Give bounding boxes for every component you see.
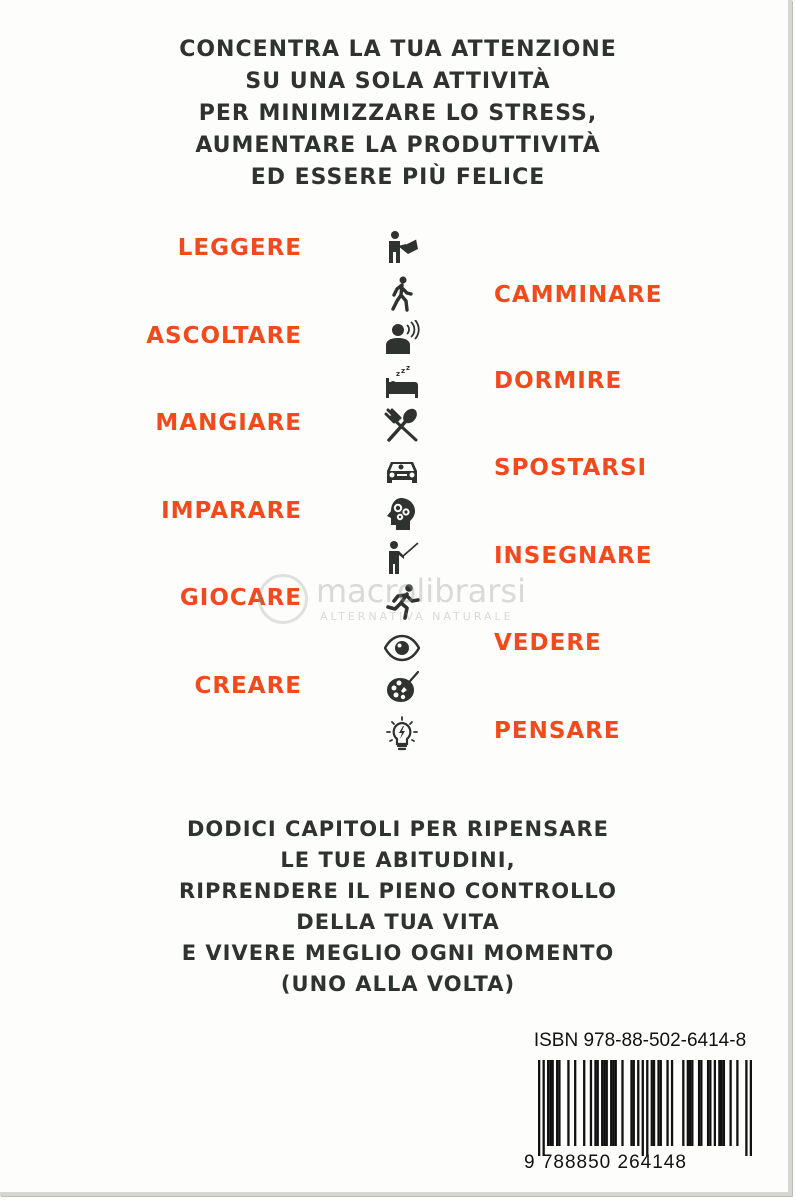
barcode-bar — [687, 1060, 689, 1146]
activity-label-imparare: IMPARARE — [161, 498, 302, 524]
svg-text:z: z — [406, 364, 411, 372]
car-icon — [384, 452, 420, 488]
isbn-label: ISBN 978-88-502-6414-8 — [533, 1030, 747, 1051]
barcode-bar — [660, 1060, 662, 1146]
activity-label-creare: CREARE — [194, 673, 302, 699]
barcode-bar — [633, 1060, 635, 1146]
barcode-number: 9 788850 264148 — [524, 1152, 687, 1173]
barcode-bar — [594, 1060, 596, 1146]
barcode-bar — [556, 1060, 558, 1146]
barcode-bar — [601, 1060, 603, 1146]
barcode-bar — [720, 1060, 722, 1146]
palette-brush-icon — [384, 670, 420, 706]
barcode-bar — [709, 1060, 711, 1146]
barcode-bar — [698, 1060, 700, 1146]
barcode-bar — [642, 1060, 644, 1156]
barcode-bar — [671, 1060, 673, 1146]
barcode-bar — [610, 1060, 612, 1146]
outro-text — [0, 814, 796, 1000]
barcode-bar — [574, 1060, 576, 1146]
svg-text:z: z — [401, 367, 406, 375]
activity-label-giocare: GIOCARE — [179, 585, 302, 611]
lightbulb-icon — [384, 716, 420, 752]
isbn-block — [524, 1030, 756, 1173]
barcode-bar — [718, 1060, 720, 1146]
barcode-bar — [552, 1060, 554, 1146]
watermark-tagline: ALTERNATIVA NATURALE — [320, 610, 514, 623]
spoon-fork-icon — [384, 408, 420, 444]
outro-line: E VIVERE MEGLIO OGNI MOMENTO — [181, 941, 615, 965]
activity-label-insegnare: INSEGNARE — [494, 543, 653, 569]
intro-line: PER MINIMIZZARE LO STRESS, — [198, 101, 598, 126]
barcode-bar — [637, 1060, 639, 1146]
barcode-bar — [549, 1060, 551, 1146]
running-person-icon — [384, 584, 420, 620]
barcode-bar — [615, 1060, 617, 1146]
barcode-bar — [567, 1060, 569, 1146]
intro-line: CONCENTRA LA TUA ATTENZIONE — [179, 37, 617, 62]
barcode-bar — [736, 1060, 738, 1146]
eye-icon — [384, 630, 420, 666]
intro-line: ED ESSERE PIÙ FELICE — [250, 165, 546, 190]
barcode-bar — [621, 1060, 623, 1146]
barcode-bar — [558, 1060, 560, 1146]
outro-line: DELLA TUA VITA — [296, 910, 500, 934]
intro-text — [0, 34, 796, 194]
sleeping-bed-icon — [384, 364, 420, 400]
activity-label-pensare: PENSARE — [494, 718, 621, 744]
activity-label-vedere: VEDERE — [494, 630, 602, 656]
outro-line: (UNO ALLA VOLTA) — [280, 972, 516, 996]
barcode-bar — [666, 1060, 668, 1146]
svg-text:z: z — [396, 370, 401, 378]
barcode-bar — [700, 1060, 702, 1146]
barcode-bar — [723, 1060, 725, 1146]
barcode — [524, 1060, 756, 1173]
activity-label-ascoltare: ASCOLTARE — [146, 323, 302, 349]
reading-person-icon — [384, 230, 420, 266]
barcode-bars — [538, 1060, 752, 1156]
activity-label-camminare: CAMMINARE — [494, 282, 663, 308]
outro-line: DODICI CAPITOLI PER RIPENSARE — [186, 817, 610, 841]
barcode-bar — [597, 1060, 599, 1146]
barcode-bar — [590, 1060, 592, 1146]
watermark-name: macrolibrarsi — [316, 572, 526, 610]
barcode-bar — [682, 1060, 684, 1146]
barcode-bar — [646, 1060, 648, 1156]
activity-label-leggere: LEGGERE — [177, 235, 302, 261]
barcode-bar — [657, 1060, 659, 1146]
barcode-bar — [707, 1060, 709, 1146]
barcode-bar — [689, 1060, 691, 1146]
barcode-bar — [750, 1060, 752, 1156]
barcode-bar — [547, 1060, 549, 1146]
barcode-bar — [691, 1060, 693, 1146]
barcode-bar — [714, 1060, 716, 1146]
outro-line: RIPRENDERE IL PIENO CONTROLLO — [179, 879, 617, 903]
barcode-bar — [606, 1060, 608, 1146]
listening-person-icon — [384, 320, 420, 356]
barcode-bar — [729, 1060, 731, 1146]
barcode-bar — [603, 1060, 605, 1146]
activity-label-dormire: DORMIRE — [494, 368, 623, 394]
teacher-pointer-icon — [384, 540, 420, 576]
head-gears-icon — [384, 496, 420, 532]
barcode-bar — [543, 1060, 545, 1156]
barcode-bar — [538, 1060, 540, 1156]
barcode-bar — [653, 1060, 655, 1146]
walking-person-icon — [384, 276, 420, 312]
barcode-bar — [583, 1060, 585, 1146]
barcode-bar — [651, 1060, 653, 1146]
outro-line: LE TUE ABITUDINI, — [280, 848, 516, 872]
activity-label-spostarsi: SPOSTARSI — [494, 455, 648, 481]
intro-line: AUMENTARE LA PRODUTTIVITÀ — [195, 133, 601, 158]
barcode-bar — [630, 1060, 632, 1146]
activity-label-mangiare: MANGIARE — [155, 410, 302, 436]
intro-line: SU UNA SOLA ATTIVITÀ — [245, 69, 551, 94]
barcode-bar — [745, 1060, 747, 1156]
barcode-bar — [612, 1060, 614, 1146]
